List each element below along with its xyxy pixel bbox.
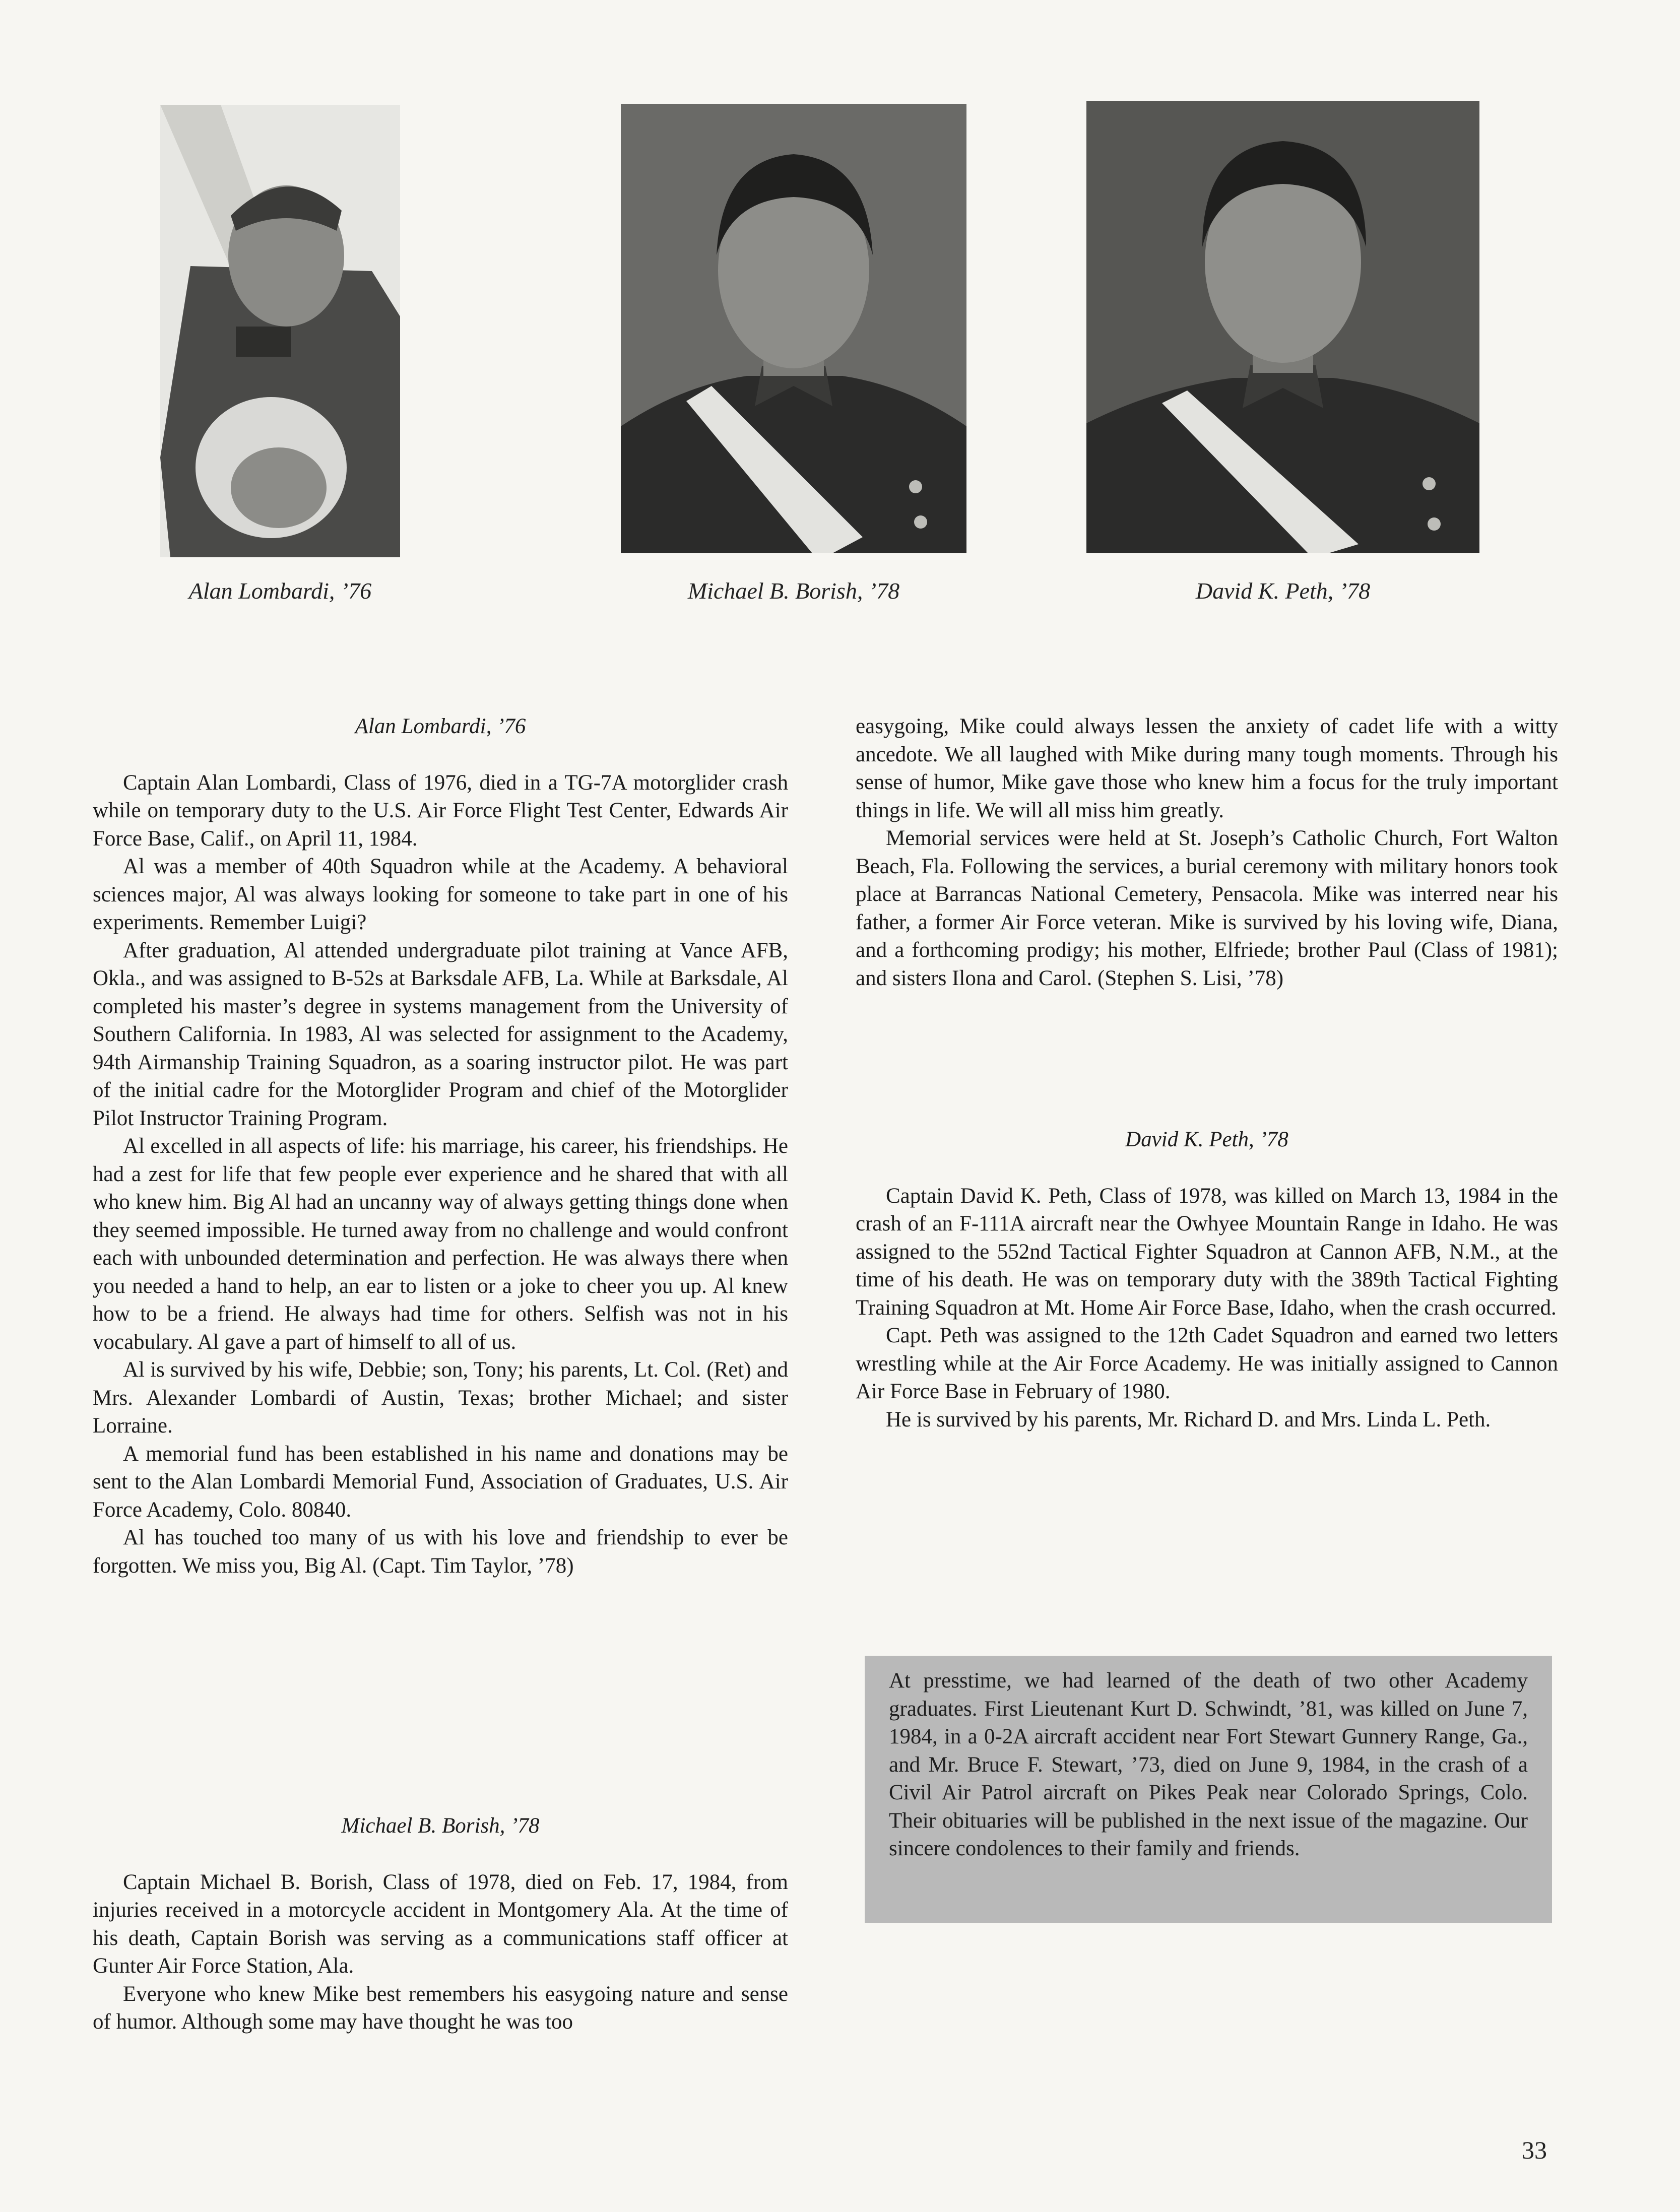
obituary-paragraph: He is survived by his parents, Mr. Richard D. and Mrs. Linda L. Peth. xyxy=(886,1407,1491,1432)
photo-caption: Alan Lombardi, ’76 xyxy=(188,578,372,604)
photo-caption: David K. Peth, ’78 xyxy=(1195,578,1371,604)
obituary-heading: David K. Peth, ’78 xyxy=(1125,1128,1288,1151)
obituary-paragraph: Capt. Peth was assigned to the 12th Cadet Squadron and earned two letters wrestling while at the Air Force Academy. He was initially assigned to Cannon Air Force Base in February of 1980. xyxy=(856,1324,1558,1403)
obituary-paragraph: Al was a member of 40th Squadron while at the Academy. A behavioral sciences major, Al was always looking for someone to take part in one of his experiments. Remember Luigi? xyxy=(93,855,788,934)
obituary-lombardi xyxy=(93,712,788,1580)
obituary-paragraph: Al excelled in all aspects of life: his marriage, his career, his friendships. He had a zest for life that few people ever experience and he shared that with all who knew him. Big Al had an uncanny way of always getting things done when they seemed impossible. He turned away from no challenge and would confront each with unbounded determination and perfection. He was always there when you needed a hand to help, an ear to listen or a joke to cheer you up. Al knew how to be a friend. He always had time for others. Selfish was not in his vocabulary. Al gave a part of himself to all of us. xyxy=(93,1134,788,1354)
photo-alan-lombardi xyxy=(160,105,400,557)
obituary-heading: Michael B. Borish, ’78 xyxy=(341,1814,540,1838)
obituary-heading: Alan Lombardi, ’76 xyxy=(355,714,526,738)
obituary-paragraph: Captain Michael B. Borish, Class of 1978, died on Feb. 17, 1984, from injuries received in a motorcycle accident in Montgomery Ala. At the time of his death, Captain Borish was serving as a communications staff officer at Gunter Air Force Station, Ala. xyxy=(93,1870,788,1978)
obituary-paragraph: Al is survived by his wife, Debbie; son, Tony; his parents, Lt. Col. (Ret) and Mrs. Alexander Lombardi of Austin, Texas; brother Michael; and sister Lorraine. xyxy=(93,1358,788,1438)
obituary-paragraph: Everyone who knew Mike best remembers his easygoing nature and sense of humor. Although some may have thought he was too xyxy=(93,1982,788,2034)
page-number: 33 xyxy=(1522,2136,1547,2164)
cadet-portrait-icon xyxy=(1086,101,1479,553)
obituary-paragraph: Al has touched too many of us with his love and friendship to ever be forgotten. We miss you, Big Al. (Capt. Tim Taylor, ’78) xyxy=(93,1526,788,1578)
obituary-paragraph: Captain David K. Peth, Class of 1978, was killed on March 13, 1984 in the crash of an F-111A aircraft near the Owhyee Mountain Range in Idaho. He was assigned to the 552nd Tactical Fighter Squadron at Cannon AFB, N.M., at the time of his death. He was on temporary duty with the 389th Tactical Fighting Training Squadron at Mt. Home Air Force Base, Idaho, when the crash occurred. xyxy=(856,1184,1558,1320)
photo-michael-borish xyxy=(621,104,966,553)
obituary-paragraph: Captain Alan Lombardi, Class of 1976, died in a TG-7A motorglider crash while on temporary duty to the U.S. Air Force Flight Test Center, Edwards Air Force Base, Calif., on April 11, 1984. xyxy=(93,770,788,851)
obituary-borish-continued xyxy=(856,712,1558,992)
obituary-paragraph: easygoing, Mike could always lessen the anxiety of cadet life with a witty ancedote. We all laughed with Mike during many tough moments. Through his sense of humor, Mike gave those who knew him a focus for the truly important things in life. We will all miss him greatly. xyxy=(856,714,1558,822)
obituary-paragraph: A memorial fund has been established in his name and donations may be sent to the Alan Lombardi Memorial Fund, Association of Graduates, U.S. Air Force Academy, Colo. 80840. xyxy=(93,1442,788,1522)
photo-caption: Michael B. Borish, ’78 xyxy=(687,578,900,604)
pilot-portrait-icon xyxy=(160,105,400,557)
presstime-notice: At presstime, we had learned of the death of two other Academy graduates. First Lieutenant Kurt D. Schwindt, ’81, was killed on June 7, 1984, in a 0-2A aircraft accident near Fort Stewart Gunnery Range, Ga., and Mr. Bruce F. Stewart, ’73, died on June 9, 1984, in the crash of a Civil Air Patrol aircraft on Pikes Peak near Colorado Springs, Colo. Their obituaries will be published in the next issue of the magazine. Our sincere condolences to their family and friends. xyxy=(865,1656,1552,1923)
photo-david-peth xyxy=(1086,101,1479,553)
obituary-paragraph: After graduation, Al attended undergraduate pilot training at Vance AFB, Okla., and was assigned to B-52s at Barksdale AFB, La. While at Barksdale, Al completed his master’s degree in systems management from the University of Southern California. In 1983, Al was selected for assignment to the Academy, 94th Airmanship Training Squadron, as a soaring instructor pilot. He was part of the initial cadre for the Motorglider Program and chief of the Motorglider Pilot Instructor Training Program. xyxy=(93,938,788,1130)
obituary-borish xyxy=(93,1812,788,2036)
obituary-paragraph: Memorial services were held at St. Joseph’s Catholic Church, Fort Walton Beach, Fla. Following the services, a burial ceremony with military honors took place at Barrancas National Cemetery, Pensacola. Mike was interred near his father, a former Air Force veteran. Mike is survived by his loving wife, Diana, and a forthcoming prodigy; his mother, Elfriede; brother Paul (Class of 1981); and sisters Ilona and Carol. (Stephen S. Lisi, ’78) xyxy=(856,826,1558,990)
cadet-portrait-icon xyxy=(621,104,966,553)
obituary-peth xyxy=(856,1126,1558,1434)
